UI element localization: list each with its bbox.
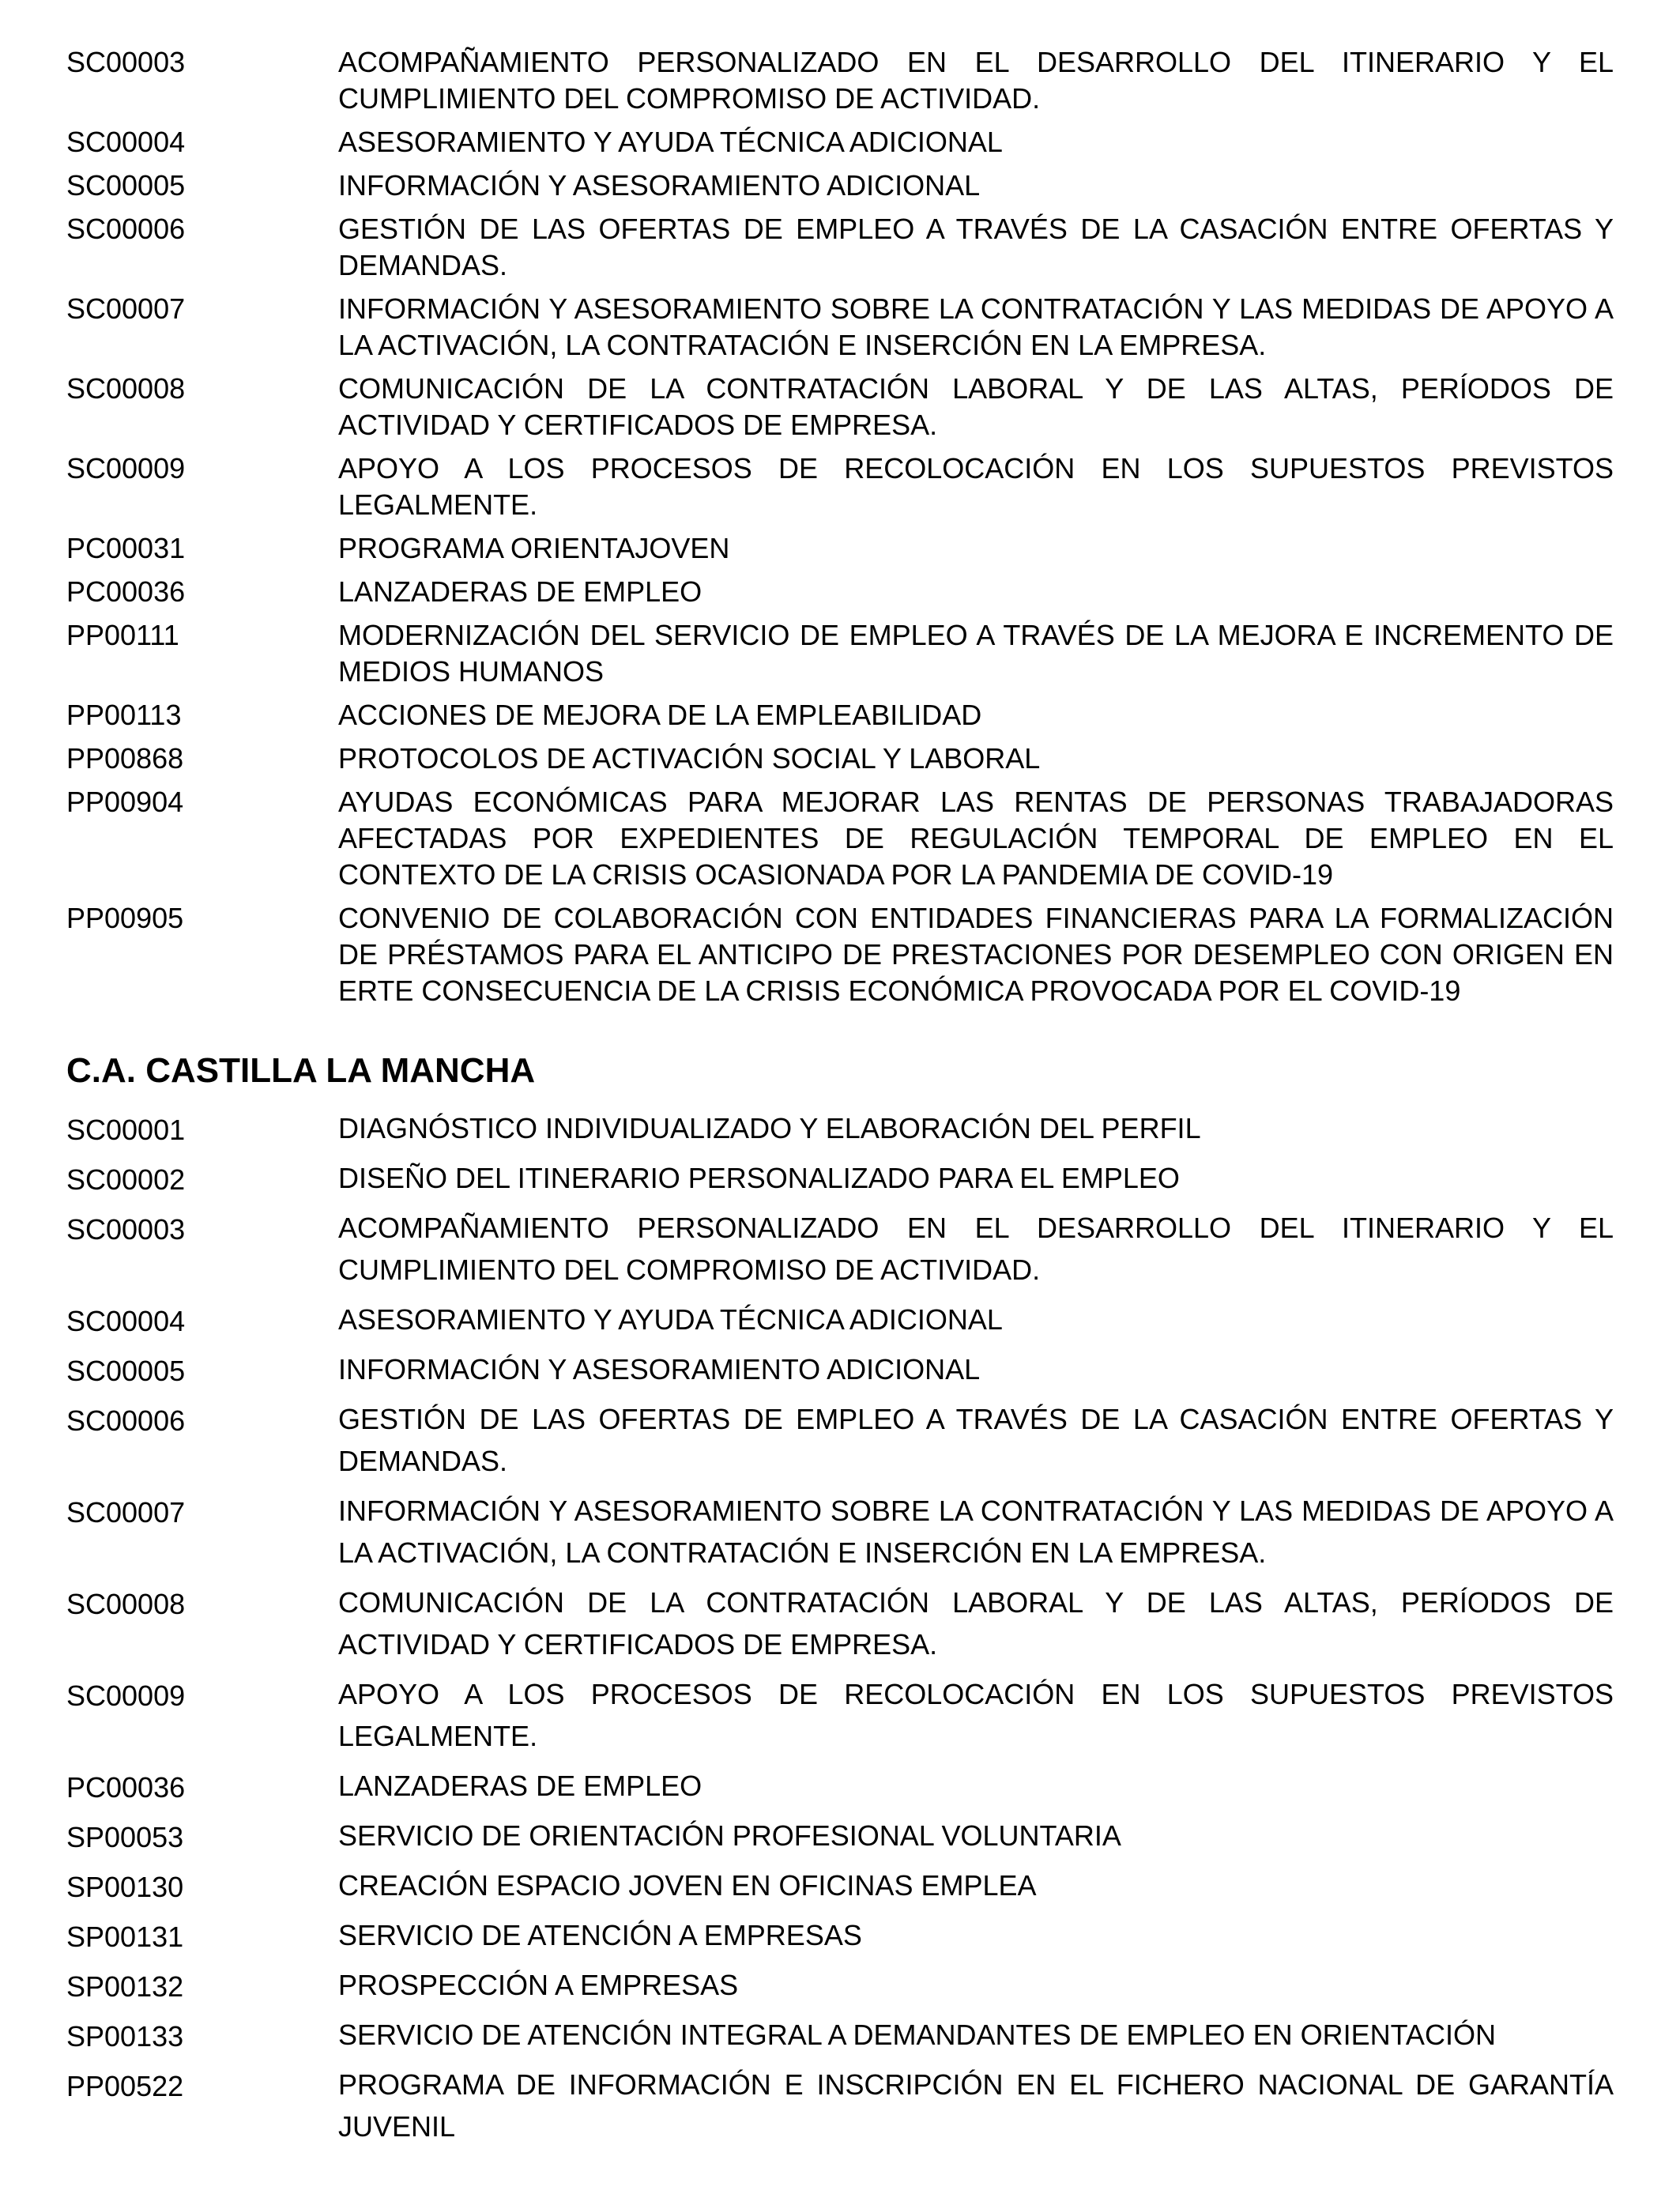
- program-description: PROGRAMA ORIENTAJOVEN: [338, 532, 730, 564]
- program-code: SC00006: [66, 213, 186, 245]
- program-code: SC00005: [66, 169, 186, 202]
- program-code: SC00004: [66, 1305, 186, 1337]
- program-row: [66, 124, 1614, 160]
- program-code: SC00007: [66, 1496, 186, 1529]
- program-code: PP00113: [66, 699, 182, 731]
- program-code: SC00009: [66, 452, 186, 484]
- program-code: SP00053: [66, 1821, 184, 1853]
- program-description: DIAGNÓSTICO INDIVIDUALIZADO Y ELABORACIÓN DEL PERFIL: [338, 1112, 1201, 1144]
- program-description: CREACIÓN ESPACIO JOVEN EN OFICINAS EMPLEA: [338, 1869, 1037, 1902]
- program-code: PP00904: [66, 786, 184, 818]
- program-row: [66, 1157, 1614, 1199]
- program-code: SC00005: [66, 1355, 186, 1387]
- program-row: [66, 530, 1614, 567]
- program-code: SP00133: [66, 2020, 184, 2053]
- program-row: [66, 168, 1614, 204]
- program-row: [66, 1815, 1614, 1857]
- program-code: SC00007: [66, 292, 186, 325]
- program-row: [66, 1490, 1614, 1574]
- program-code: PP00868: [66, 742, 184, 775]
- program-row: [66, 450, 1614, 523]
- program-description: GESTIÓN DE LAS OFERTAS DE EMPLEO A TRAVÉS DE LA CASACIÓN ENTRE OFERTAS Y DEMANDAS.: [338, 213, 1614, 281]
- program-row: [66, 741, 1614, 777]
- program-list-previous-region: [66, 44, 1614, 1009]
- program-description: GESTIÓN DE LAS OFERTAS DE EMPLEO A TRAVÉS DE LA CASACIÓN ENTRE OFERTAS Y DEMANDAS.: [338, 1403, 1614, 1477]
- program-code: SC00006: [66, 1404, 186, 1437]
- program-code: SC00002: [66, 1163, 186, 1196]
- program-row: [66, 697, 1614, 733]
- program-description: INFORMACIÓN Y ASESORAMIENTO ADICIONAL: [338, 1353, 981, 1385]
- program-description: LANZADERAS DE EMPLEO: [338, 575, 703, 608]
- program-description: PROSPECCIÓN A EMPRESAS: [338, 1969, 739, 2001]
- document-page: [66, 44, 1614, 2155]
- program-row: [66, 1964, 1614, 2006]
- program-description: SERVICIO DE ATENCIÓN A EMPRESAS: [338, 1919, 862, 1951]
- program-code: PP00905: [66, 902, 184, 934]
- program-row: [66, 900, 1614, 1009]
- program-code: PC00036: [66, 1771, 186, 1804]
- program-row: [66, 1673, 1614, 1757]
- program-code: PP00111: [66, 619, 179, 651]
- program-description: SERVICIO DE ORIENTACIÓN PROFESIONAL VOLUNTARIA: [338, 1819, 1121, 1852]
- program-row: [66, 784, 1614, 893]
- program-row: [66, 291, 1614, 364]
- program-row: [66, 2064, 1614, 2147]
- program-description: MODERNIZACIÓN DEL SERVICIO DE EMPLEO A TRAVÉS DE LA MEJORA E INCREMENTO DE MEDIOS HUMANOS: [338, 619, 1614, 688]
- program-row: [66, 1581, 1614, 1665]
- program-row: [66, 44, 1614, 117]
- program-row: [66, 574, 1614, 610]
- program-row: [66, 1914, 1614, 1956]
- program-description: APOYO A LOS PROCESOS DE RECOLOCACIÓN EN LOS SUPUESTOS PREVISTOS LEGALMENTE.: [338, 452, 1614, 521]
- program-description: AYUDAS ECONÓMICAS PARA MEJORAR LAS RENTAS DE PERSONAS TRABAJADORAS AFECTADAS POR EXPEDIENTES DE REGULACIÓN TEMPORAL DE EMPLEO EN EL CONTEXTO DE LA CRISIS OCASIONADA POR LA PANDEMIA DE COVID-19: [338, 786, 1614, 891]
- program-code: SP00131: [66, 1921, 184, 1953]
- program-description: ASESORAMIENTO Y AYUDA TÉCNICA ADICIONAL: [338, 1303, 1003, 1336]
- program-description: PROTOCOLOS DE ACTIVACIÓN SOCIAL Y LABORAL: [338, 742, 1041, 775]
- region-heading: C.A. CASTILLA LA MANCHA: [66, 1051, 536, 1090]
- program-description: ACOMPAÑAMIENTO PERSONALIZADO EN EL DESARROLLO DEL ITINERARIO Y EL CUMPLIMIENTO DEL COMPROMISO DE ACTIVIDAD.: [338, 46, 1614, 115]
- program-code: SC00001: [66, 1114, 186, 1146]
- program-row: [66, 1765, 1614, 1807]
- program-code: SP00130: [66, 1871, 184, 1903]
- program-description: APOYO A LOS PROCESOS DE RECOLOCACIÓN EN LOS SUPUESTOS PREVISTOS LEGALMENTE.: [338, 1678, 1614, 1752]
- program-code: PP00522: [66, 2070, 184, 2102]
- program-row: [66, 1299, 1614, 1340]
- program-code: SC00003: [66, 46, 186, 78]
- program-code: SP00132: [66, 1970, 184, 2003]
- program-description: INFORMACIÓN Y ASESORAMIENTO SOBRE LA CONTRATACIÓN Y LAS MEDIDAS DE APOYO A LA ACTIVACIÓN, LA CONTRATACIÓN E INSERCIÓN EN LA EMPRESA.: [338, 1495, 1614, 1569]
- program-row: [66, 371, 1614, 443]
- program-description: LANZADERAS DE EMPLEO: [338, 1770, 703, 1802]
- program-row: [66, 1348, 1614, 1390]
- program-row: [66, 1398, 1614, 1482]
- program-row: [66, 1207, 1614, 1291]
- program-code: PC00036: [66, 575, 186, 608]
- program-description: COMUNICACIÓN DE LA CONTRATACIÓN LABORAL Y DE LAS ALTAS, PERÍODOS DE ACTIVIDAD Y CERTIFICADOS DE EMPRESA.: [338, 1586, 1614, 1661]
- program-row: [66, 617, 1614, 690]
- program-description: INFORMACIÓN Y ASESORAMIENTO ADICIONAL: [338, 169, 981, 202]
- program-code: SC00009: [66, 1679, 186, 1712]
- program-description: ASESORAMIENTO Y AYUDA TÉCNICA ADICIONAL: [338, 126, 1003, 158]
- program-description: ACOMPAÑAMIENTO PERSONALIZADO EN EL DESARROLLO DEL ITINERARIO Y EL CUMPLIMIENTO DEL COMPROMISO DE ACTIVIDAD.: [338, 1212, 1614, 1286]
- program-description: PROGRAMA DE INFORMACIÓN E INSCRIPCIÓN EN EL FICHERO NACIONAL DE GARANTÍA JUVENIL: [338, 2068, 1614, 2143]
- program-code: SC00008: [66, 372, 186, 405]
- program-description: ACCIONES DE MEJORA DE LA EMPLEABILIDAD: [338, 699, 982, 731]
- program-code: PC00031: [66, 532, 186, 564]
- program-code: SC00004: [66, 126, 186, 158]
- program-description: CONVENIO DE COLABORACIÓN CON ENTIDADES FINANCIERAS PARA LA FORMALIZACIÓN DE PRÉSTAMOS PARA EL ANTICIPO DE PRESTACIONES POR DESEMPLEO CON ORIGEN EN ERTE CONSECUENCIA DE LA CRISIS ECONÓMICA PROVOCADA POR EL COVID-19: [338, 902, 1614, 1007]
- program-description: SERVICIO DE ATENCIÓN INTEGRAL A DEMANDANTES DE EMPLEO EN ORIENTACIÓN: [338, 2019, 1496, 2051]
- program-row: [66, 2014, 1614, 2056]
- program-description: INFORMACIÓN Y ASESORAMIENTO SOBRE LA CONTRATACIÓN Y LAS MEDIDAS DE APOYO A LA ACTIVACIÓN, LA CONTRATACIÓN E INSERCIÓN EN LA EMPRESA.: [338, 292, 1614, 361]
- program-code: SC00008: [66, 1588, 186, 1620]
- program-description: DISEÑO DEL ITINERARIO PERSONALIZADO PARA EL EMPLEO: [338, 1162, 1180, 1194]
- program-row: [66, 211, 1614, 284]
- program-description: COMUNICACIÓN DE LA CONTRATACIÓN LABORAL Y DE LAS ALTAS, PERÍODOS DE ACTIVIDAD Y CERTIFICADOS DE EMPRESA.: [338, 372, 1614, 441]
- program-row: [66, 1864, 1614, 1906]
- program-row: [66, 1107, 1614, 1149]
- program-list-castilla-la-mancha: [66, 1107, 1614, 2147]
- program-code: SC00003: [66, 1213, 186, 1246]
